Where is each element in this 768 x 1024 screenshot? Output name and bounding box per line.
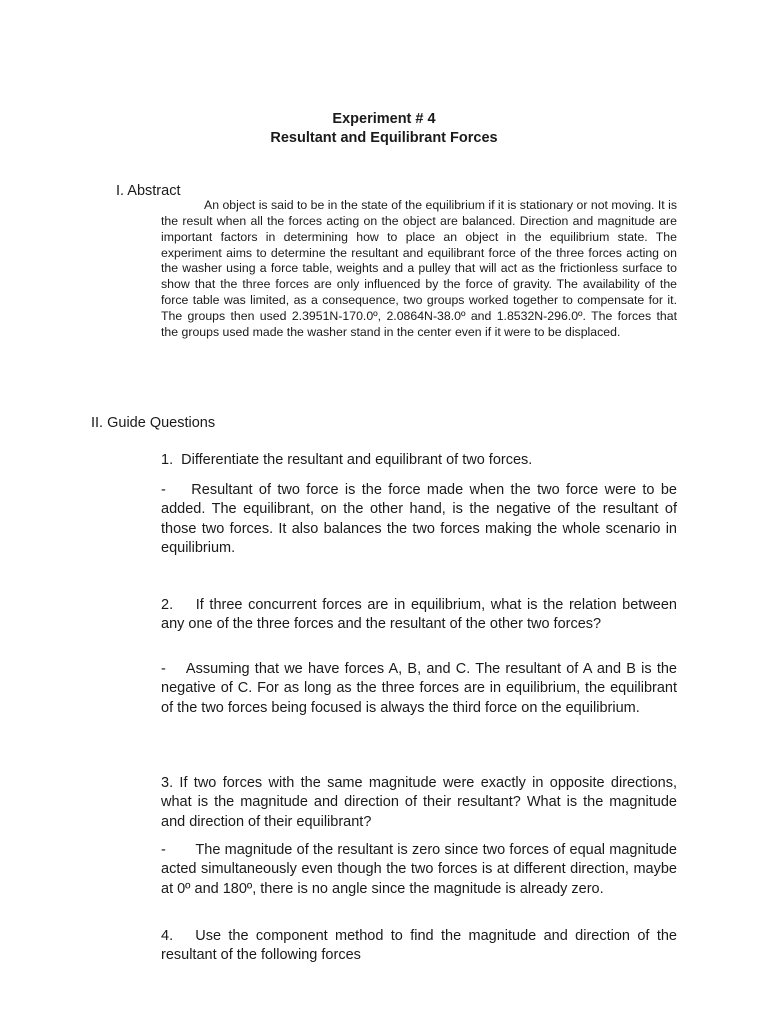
- answer-1: - Resultant of two force is the force made when the two force were to be added. The equilibrant, on the other hand, is the negative of the resultant of those two forces. It also balances the two forces making the whole scenario in equilibrium.: [161, 482, 682, 556]
- answer-2: - Assuming that we have forces A, B, and C. The resultant of A and B is the negative of C. For as long as the three forces are in equilibrium, the equilibrant of the two forces being focused is always the third force on the equilibrium.: [161, 661, 682, 716]
- experiment-number: Experiment # 4: [332, 111, 436, 127]
- answer-3: - The magnitude of the resultant is zero since two forces of equal magnitude acted simultaneously even though the two forces is at different direction, maybe at 0º and 180º, there is no angle since the magnitude is already zero.: [161, 842, 682, 897]
- abstract-heading: I. Abstract: [116, 183, 181, 199]
- title-block: [0, 110, 768, 148]
- question-2: 2. If three concurrent forces are in equilibrium, what is the relation between any one of the three forces and the resultant of the other two forces?: [161, 597, 682, 633]
- document-title: Resultant and Equilibrant Forces: [270, 130, 498, 146]
- abstract-body: An object is said to be in the state of the equilibrium if it is stationary or not moving. It is the result when all the forces acting on the object are balanced. Direction and magnitude are important factors in determining how to place an object in the equilibrium state. The experiment aims to determine the resultant and equilibrant force of the three forces acting on the washer using a force table, weights and a pulley that will act as the frictionless surface to show that the three forces are only influenced by the force of gravity. The availability of the force table was limited, as a consequence, two groups worked together to compensate for it. The groups then used 2.3951N-170.0º, 2.0864N-38.0º and 1.8532N-296.0º. The forces that the groups used made the washer stand in the center even if it were to be displaced.: [161, 198, 677, 339]
- question-1: 1. Differentiate the resultant and equilibrant of two forces.: [161, 452, 533, 468]
- question-3: 3. If two forces with the same magnitude were exactly in opposite directions, what is the magnitude and direction of their resultant? What is the magnitude and direction of their equilibrant?: [161, 775, 682, 830]
- guide-questions-heading: II. Guide Questions: [91, 415, 216, 431]
- question-4: 4. Use the component method to find the magnitude and direction of the resultant of the following forces: [161, 928, 682, 964]
